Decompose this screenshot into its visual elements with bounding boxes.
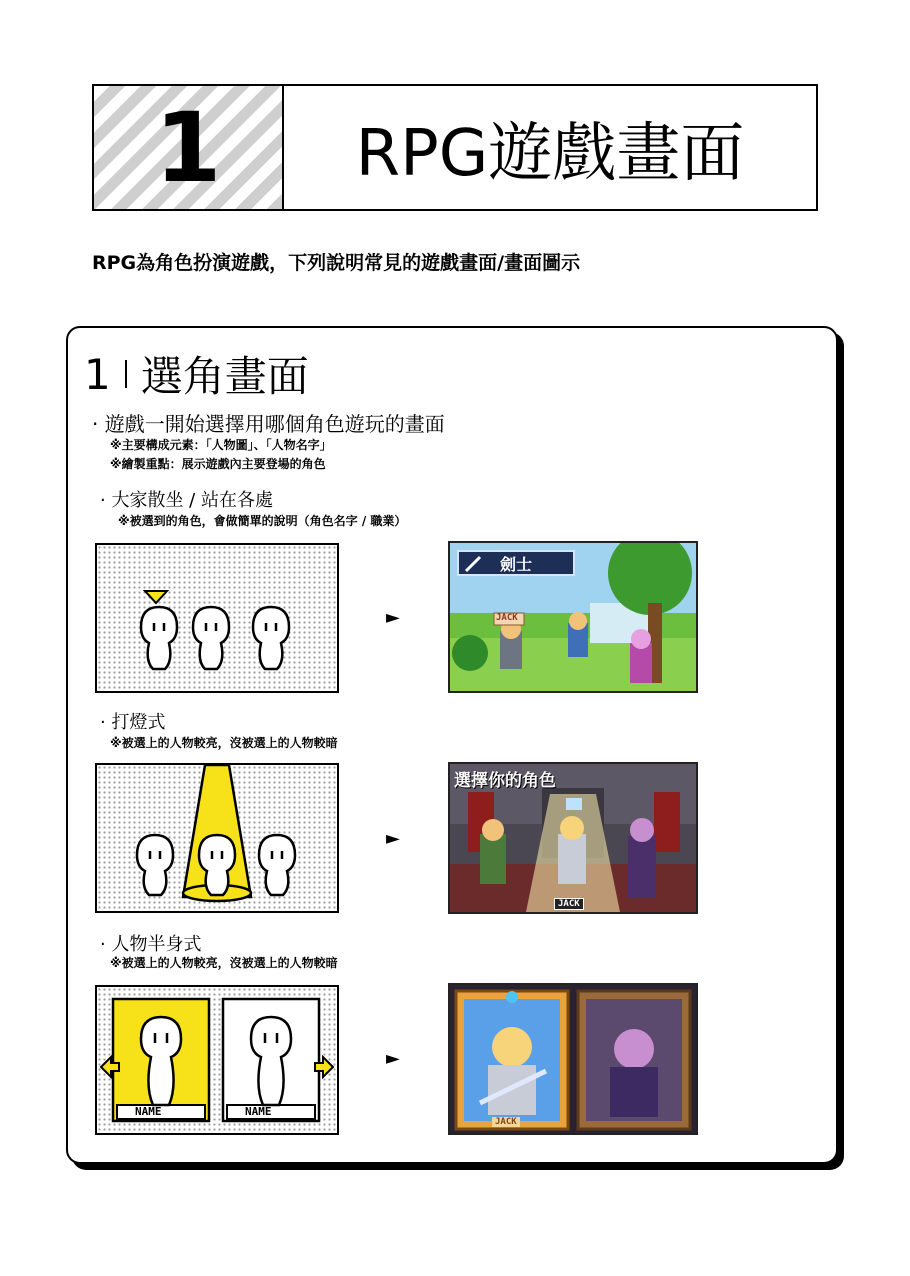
figure-1 <box>137 835 173 895</box>
section-title <box>84 344 309 404</box>
chapter-header <box>92 84 818 211</box>
arrow-icon: ► <box>386 828 400 849</box>
title-divider <box>125 360 127 388</box>
style-note-spotlight: ※被選上的人物較亮，沒被選上的人物較暗 <box>110 736 338 750</box>
figure-1 <box>141 607 177 669</box>
sketch-halfbody-drawing <box>97 987 337 1133</box>
shot-halfbody <box>448 983 698 1135</box>
style-note-halfbody: ※被選上的人物較亮，沒被選上的人物較暗 <box>110 956 338 970</box>
style-title-spotlight: · 打燈式 <box>100 712 166 733</box>
style-note-scattered: ※被選到的角色，會做簡單的說明（角色名字 / 職業） <box>118 514 407 528</box>
shot-spotlight <box>448 762 698 914</box>
chapter-number-cell <box>94 86 284 209</box>
arrow-icon: ► <box>386 1048 400 1069</box>
gem-icon <box>506 991 518 1003</box>
name-tag: JACK <box>492 1117 520 1127</box>
note-components: ※主要構成元素：「人物圖」、「人物名字」 <box>110 438 332 452</box>
class-label: 劍士 <box>500 555 533 574</box>
sketch-scattered <box>95 543 339 693</box>
section-title-text: 選角畫面 <box>140 352 309 401</box>
arrow-icon: ► <box>386 607 400 628</box>
sketch-spotlight-drawing <box>97 765 337 911</box>
sketch-spotlight <box>95 763 339 913</box>
card-label-right: NAME <box>245 1105 272 1118</box>
intro-text: RPG為角色扮演遊戲，下列說明常見的遊戲畫面/畫面圖示 <box>92 252 581 274</box>
selection-marker-icon <box>145 591 167 603</box>
helmet-icon <box>566 798 582 810</box>
card-label-left: NAME <box>135 1105 162 1118</box>
chapter-number: 1 <box>154 91 222 204</box>
figure-2 <box>193 607 229 669</box>
bullet-main: · 遊戲一開始選擇用哪個角色遊玩的畫面 <box>92 412 445 436</box>
figure-3 <box>253 607 289 669</box>
figure-3 <box>259 835 295 895</box>
sketch-scattered-drawing <box>97 545 337 691</box>
screen-heading: 選擇你的角色 <box>454 771 556 791</box>
shot-scattered-scene <box>450 543 696 691</box>
section-number: 1 <box>84 349 111 399</box>
sketch-halfbody <box>95 985 339 1135</box>
note-focus: ※繪製重點：展示遊戲內主要登場的角色 <box>110 457 326 471</box>
chapter-title: RPG遊戲畫面 <box>355 116 745 191</box>
name-tag: JACK <box>554 898 584 910</box>
style-title-scattered: · 大家散坐 / 站在各處 <box>100 490 273 511</box>
style-title-halfbody: · 人物半身式 <box>100 934 202 955</box>
name-tag: JACK <box>496 613 518 623</box>
shot-scattered <box>448 541 698 693</box>
shot-halfbody-scene <box>450 985 696 1133</box>
